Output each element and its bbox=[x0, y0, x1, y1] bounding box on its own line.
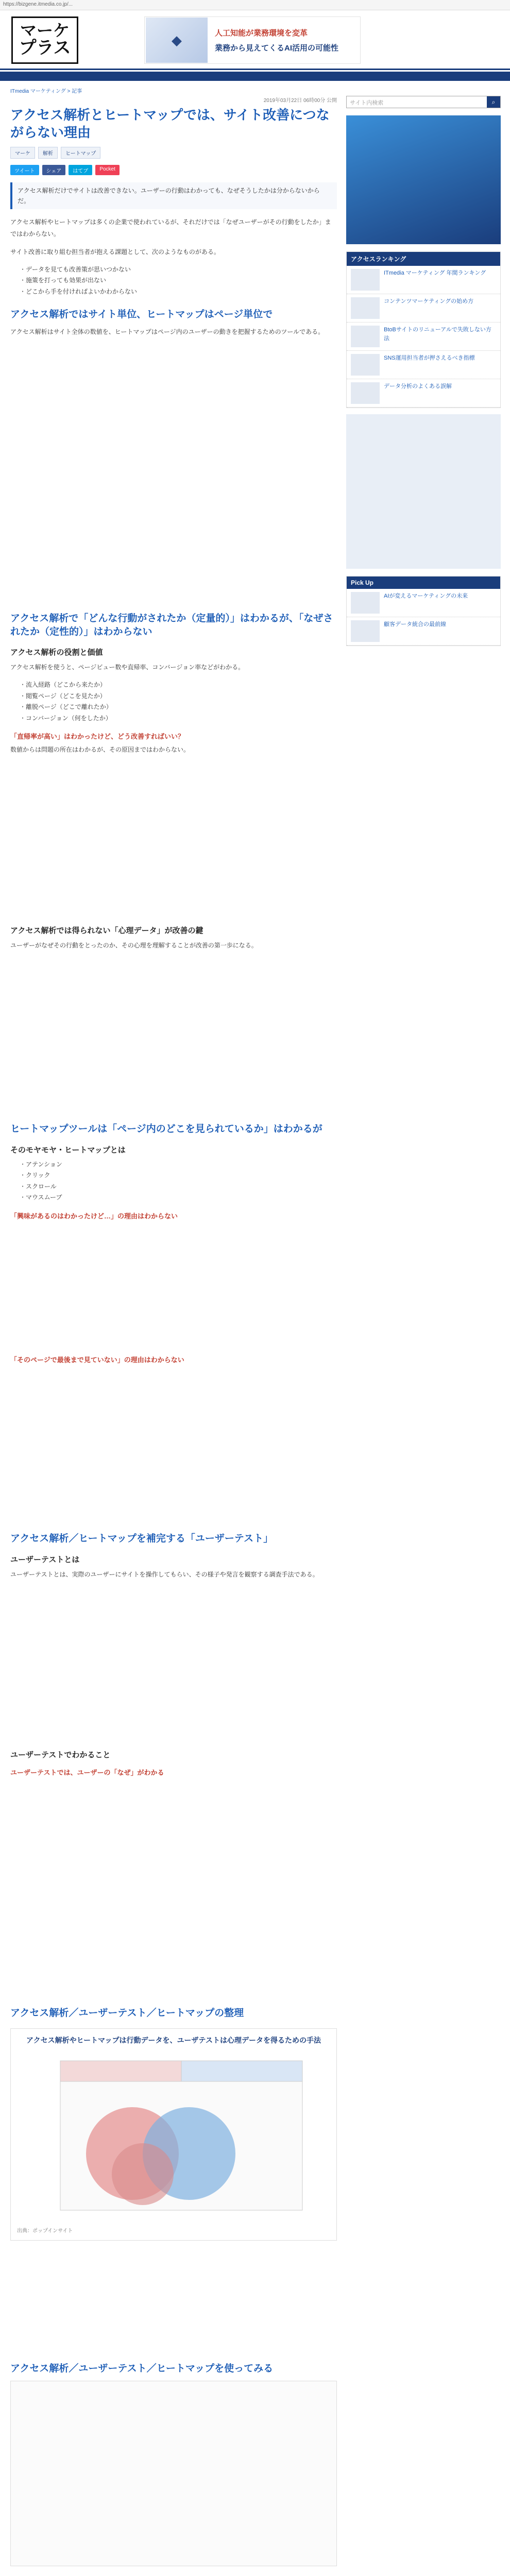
process-figure bbox=[10, 2381, 337, 2566]
list-item: ・ クリック bbox=[20, 1170, 337, 1181]
ranking-title: アクセスランキング bbox=[347, 252, 500, 266]
article-body-spacer bbox=[10, 1224, 337, 1347]
minor-heading: 「そのページで最後まで見ていない」の理由はわからない bbox=[10, 1356, 184, 1364]
share-buttons bbox=[10, 165, 337, 175]
ranking-item[interactable] bbox=[347, 379, 500, 408]
browser-url[interactable]: https://bizgene.itmedia.co.jp/... bbox=[0, 0, 510, 10]
subsection-heading: ユーザーテストでわかること bbox=[10, 1751, 111, 1760]
paragraph: アクセス解析はサイト全体の数値を、ヒートマップはページ内のユーザーの動きを把握するためのツールである。 bbox=[10, 328, 325, 336]
section-heading: ヒートマップツールは「ページ内のどこを見られているか」はわかるが bbox=[10, 1124, 322, 1135]
logo-line1: マーケ bbox=[20, 21, 70, 41]
list-item: ・ 施策を打っても効果が出ない bbox=[20, 275, 337, 286]
pickup-item[interactable] bbox=[347, 617, 500, 646]
figure-title: アクセス解析やヒートマップは行動データを、ユーザテストは心理データを得るための手法 bbox=[26, 2036, 321, 2045]
list-item: ・ 離脱ページ（どこで離れたか） bbox=[20, 702, 337, 713]
list-item: ・ マウスムーブ bbox=[20, 1192, 337, 1204]
sidebar-banner[interactable] bbox=[346, 414, 501, 569]
ranking-thumb bbox=[351, 269, 380, 291]
ranking-thumb bbox=[351, 354, 380, 376]
article-body-spacer bbox=[10, 958, 337, 1112]
article-body-spacer bbox=[10, 344, 337, 602]
subsection-heading: そのモヤモヤ・ヒートマップとは bbox=[10, 1145, 126, 1155]
paragraph: ユーザーテストとは、実際のユーザーにサイトを操作してもらい、その様子や発言を観察する調査手法である。 bbox=[10, 1570, 319, 1578]
article-body-spacer bbox=[10, 762, 337, 917]
minor-heading: 「直帰率が高い」はわかったけど、どう改善すればいい？ bbox=[10, 733, 185, 741]
logo-line2: プラス bbox=[19, 38, 71, 59]
pickup-box bbox=[346, 576, 501, 646]
pickup-item[interactable] bbox=[347, 589, 500, 617]
article-date: 2019年03月22日 06時00分 公開 bbox=[263, 98, 337, 104]
section-heading: アクセス解析で「どんな行動がされたか（定量的）」はわかるが、「なぜされたか（定性的）」はわからない bbox=[10, 613, 333, 637]
bullet-list bbox=[20, 680, 337, 724]
subsection-heading: アクセス解析では得られない「心理データ」が改善の鍵 bbox=[10, 926, 203, 936]
minor-heading: 「興味があるのはわかったけど…」の理由はわからない bbox=[10, 1212, 178, 1221]
paragraph: アクセス解析を使うと、ページビュー数や直帰率、コンバージョン率などがわかる。 bbox=[10, 664, 245, 671]
tag[interactable]: ヒートマップ bbox=[61, 147, 100, 159]
list-item: ・ スクロール bbox=[20, 1181, 337, 1193]
paragraph: ユーザーがなぜその行動をとったのか、その心理を理解することが改善の第一歩になる。 bbox=[10, 942, 258, 950]
ad-copy-1: 人工知能が業務環境を変革 bbox=[215, 29, 308, 38]
nav-bar bbox=[0, 72, 510, 81]
tag[interactable]: 解析 bbox=[38, 147, 58, 159]
list-item: ・ 流入経路（どこから来たか） bbox=[20, 680, 337, 691]
list-item: ・ データを見ても改善策が思いつかない bbox=[20, 264, 337, 276]
section-heading: アクセス解析／ユーザーテスト／ヒートマップの整理 bbox=[10, 2008, 244, 2019]
article-body-spacer bbox=[10, 1780, 337, 1996]
pickup-label: 顧客データ統合の最前線 bbox=[384, 621, 446, 628]
list-item: ・ 閲覧ページ（どこを見たか） bbox=[20, 691, 337, 702]
article-body-spacer bbox=[10, 2249, 337, 2352]
sidebar-ad[interactable] bbox=[346, 115, 501, 244]
facebook-share-button[interactable]: シェア bbox=[42, 165, 66, 175]
list-item: ・ どこから手を付ければよいかわからない bbox=[20, 286, 337, 298]
comparison-figure bbox=[10, 2028, 337, 2241]
figure-caption: 出典：ポップインサイト bbox=[17, 2228, 73, 2234]
subsection-heading: ユーザーテストとは bbox=[10, 1555, 80, 1564]
breadcrumb[interactable]: ITmedia マーケティング > 記事 bbox=[10, 89, 82, 94]
search-icon[interactable]: ⌕ bbox=[487, 96, 500, 108]
search-input[interactable]: サイト内検索 bbox=[350, 100, 384, 106]
ranking-thumb bbox=[351, 297, 380, 319]
site-logo[interactable] bbox=[11, 16, 78, 64]
pocket-share-button[interactable]: Pocket bbox=[95, 165, 120, 175]
ad-copy-2: 業務から見えてくるAI活用の可能性 bbox=[215, 44, 339, 53]
pickup-thumb bbox=[351, 620, 380, 642]
ad-image: ◆ bbox=[146, 18, 208, 63]
ranking-thumb bbox=[351, 326, 380, 347]
header-ad-banner[interactable] bbox=[144, 16, 361, 64]
ranking-item[interactable] bbox=[347, 266, 500, 294]
ranking-label: ITmedia マーケティング 年間ランキング bbox=[384, 270, 486, 276]
paragraph: 数値からは問題の所在はわかるが、その原因まではわからない。 bbox=[10, 746, 190, 754]
bullet-list bbox=[20, 1159, 337, 1204]
sidebar bbox=[346, 96, 501, 652]
section-heading: アクセス解析／ヒートマップを補完する「ユーザーテスト」 bbox=[10, 1533, 274, 1545]
paragraph: アクセス解析やヒートマップは多くの企業で使われているが、それだけでは「なぜユーザーがその行動をしたか」まではわからない。 bbox=[10, 218, 331, 238]
ranking-item[interactable] bbox=[347, 323, 500, 351]
ranking-thumb bbox=[351, 382, 380, 404]
article-lead: アクセス解析だけでサイトは改善できない。ユーザーの行動はわかっても、なぜそうしたかは分からないからだ。 bbox=[10, 182, 337, 210]
pickup-title: Pick Up bbox=[347, 577, 500, 589]
ranking-label: データ分析のよくある誤解 bbox=[384, 383, 452, 389]
list-item: ・ アテンション bbox=[20, 1159, 337, 1171]
list-item: ・ コンバージョン（何をしたか） bbox=[20, 713, 337, 724]
article-body-spacer bbox=[10, 1586, 337, 1741]
venn-diagram bbox=[29, 2050, 318, 2221]
pickup-label: AIが変えるマーケティングの未来 bbox=[384, 593, 468, 599]
ranking-label: BtoBサイトのリニューアルで失敗しない方法 bbox=[384, 327, 491, 342]
subsection-heading: アクセス解析の役割と価値 bbox=[10, 648, 103, 657]
article-body-spacer bbox=[10, 1367, 337, 1522]
hatena-share-button[interactable]: はてブ bbox=[69, 165, 92, 175]
bullet-list bbox=[20, 264, 337, 298]
ranking-box bbox=[346, 251, 501, 408]
ranking-item[interactable] bbox=[347, 294, 500, 323]
site-header bbox=[0, 10, 510, 70]
pickup-thumb bbox=[351, 592, 380, 614]
tag[interactable]: マーケ bbox=[10, 147, 35, 159]
ranking-label: SNS運用担当者が押さえるべき指標 bbox=[384, 355, 475, 361]
twitter-share-button[interactable]: ツイート bbox=[10, 165, 39, 175]
ranking-item[interactable] bbox=[347, 351, 500, 379]
paragraph: サイト改善に取り組む担当者が抱える課題として、次のようなものがある。 bbox=[10, 248, 220, 256]
section-heading: アクセス解析ではサイト単位、ヒートマップはページ単位で bbox=[10, 309, 273, 320]
section-heading: アクセス解析／ユーザーテスト／ヒートマップを使ってみる bbox=[10, 2363, 274, 2375]
article-title: アクセス解析とヒートマップでは、サイト改善につながらない理由 bbox=[10, 107, 330, 140]
minor-heading: ユーザーテストでは、ユーザーの「なぜ」がわかる bbox=[10, 1769, 164, 1777]
tag-list bbox=[10, 147, 337, 159]
ranking-label: コンテンツマーケティングの始め方 bbox=[384, 298, 474, 304]
article-main bbox=[10, 96, 337, 2576]
search-box bbox=[346, 96, 501, 108]
